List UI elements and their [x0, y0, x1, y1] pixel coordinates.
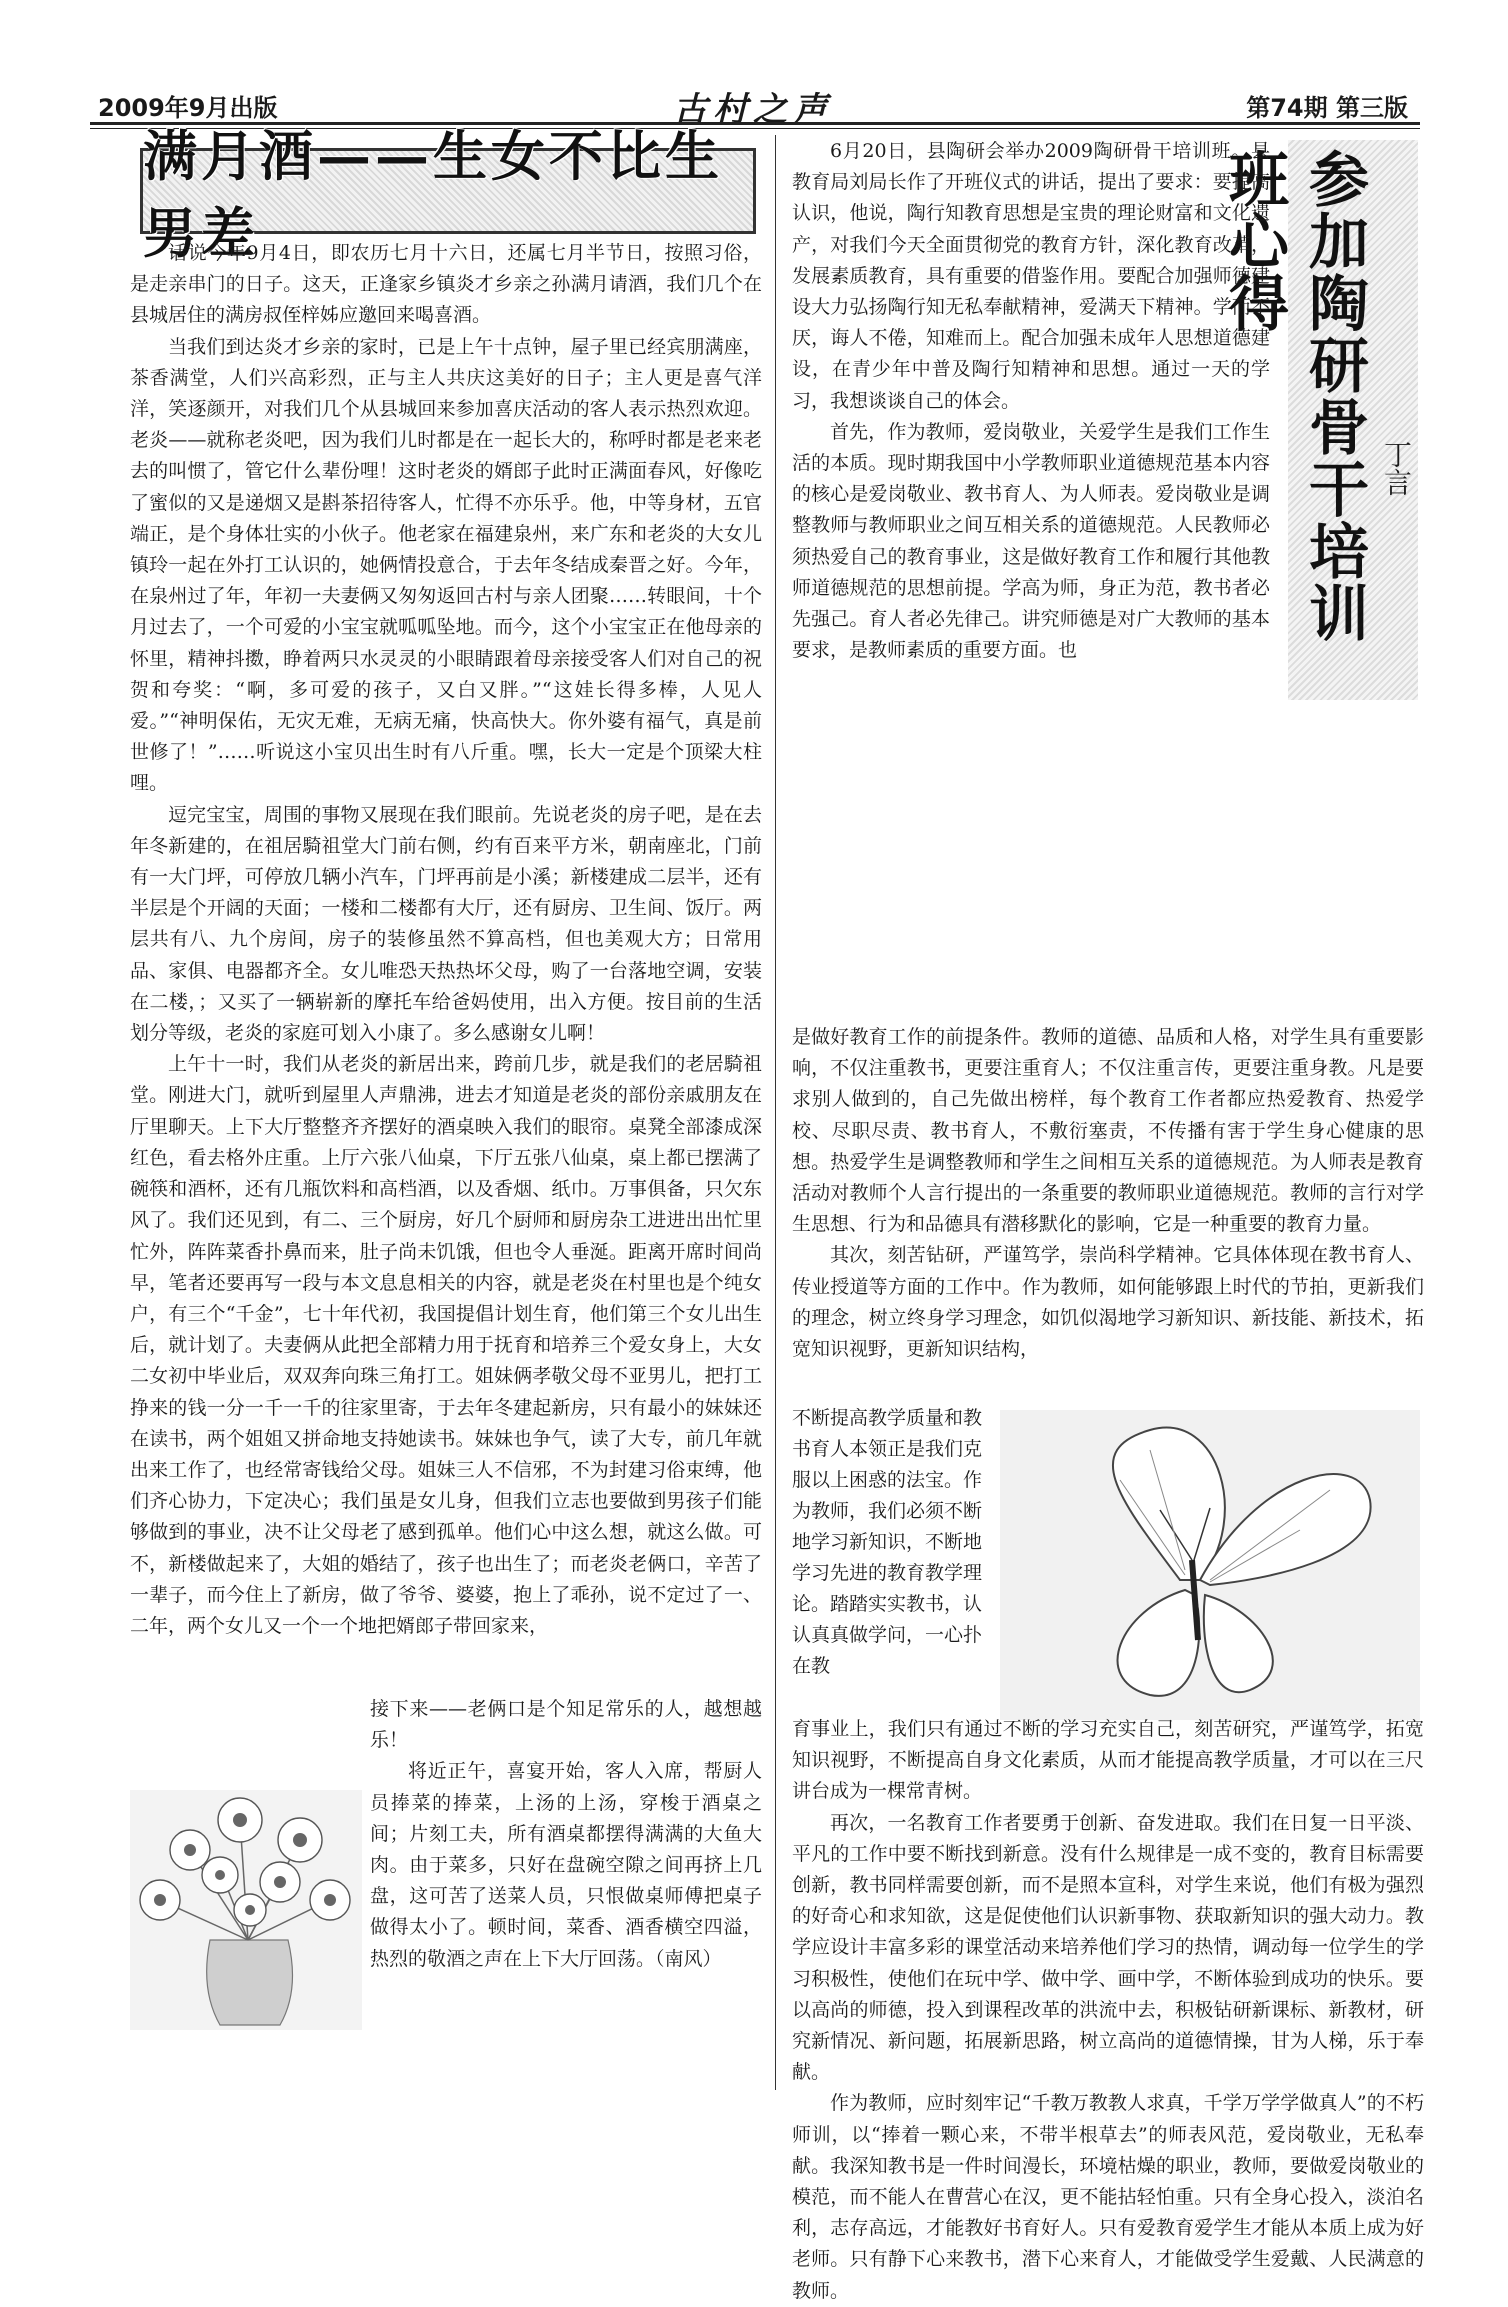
- paragraph: 首先，作为教师，爱岗敬业，关爱学生是我们工作生活的本质。现时期我国中小学教师职业道德规范基本内容的核心是爱岗敬业、教书育人、为人师表。爱岗敬业是调整教师与教师职业之间互相关系的道德规范。人民教师必须热爱自己的教育事业，这是做好教育工作和履行其他教师道德规范的思想前提。学高为师，身正为范，教书者必先强己。育人者必先律己。讲究师德是对广大教师的基本要求，是教师素质的重要方面。也: [792, 420, 1270, 662]
- article2-body-top: [792, 136, 1270, 666]
- column-divider: [775, 135, 776, 2090]
- article2-body-bottom: [792, 1714, 1424, 2307]
- paragraph: 不断提高教学质量和教书育人本领正是我们克服以上困惑的法宝。作为教师，我们必须不断地学习新知识，不断地学习先进的教育教学理论。踏踏实实教书，认认真真做学问，一心扑在教: [792, 1407, 983, 1677]
- newspaper-name: 古村之声: [673, 90, 833, 130]
- article1-title: 满月酒——生女不比生男差: [143, 124, 723, 265]
- article2-title-box: [1219, 140, 1418, 700]
- paragraph: 其次，刻苦钻研，严谨笃学，崇尚科学精神。它具体体现在教书育人、传业授道等方面的工作中。作为教师，如何能够跟上时代的节拍，更新我们的理念，树立终身学习理念，如饥似渴地学习新知识、新技能、新技术，拓宽知识视野，更新知识结构，: [792, 1244, 1424, 1361]
- publish-date: 2009年9月出版: [98, 94, 278, 122]
- paragraph: 6月20日，县陶研会举办2009陶研骨干培训班。县教育局刘局长作了开班仪式的讲话，提出了要求：要提高认识，他说，陶行知教育思想是宝贵的理论财富和文化遗产，对我们今天全面贯彻党的教育方针，深化教育改革，发展素质教育，具有重要的借鉴作用。要配合加强师德建设大力弘扬陶行知无私奉献精神，爱满天下精神。学而不厌，诲人不倦，知难而上。配合加强未成年人思想道德建设，在青少年中普及陶行知精神和思想。通过一天的学习，我想谈谈自己的体会。: [792, 140, 1270, 412]
- paragraph: 将近正午，喜宴开始，客人入席，帮厨人员捧菜的捧菜，上汤的上汤，穿梭于酒桌之间；片刻工夫，所有酒桌都摆得满满的大鱼大肉。由于菜多，只好在盘碗空隙之间再挤上几盘，这可苦了送菜人员，只恨做桌师傅把桌子做得太小了。顿时间，菜香、酒香横空四溢，热烈的敬酒之声在上下大厅回荡。（南风）: [370, 1760, 762, 1970]
- article2-body-mid: [792, 1022, 1424, 1365]
- paragraph: 是做好教育工作的前提条件。教师的道德、品质和人格，对学生具有重要影响，不仅注重教书，更要注重育人；不仅注重言传，更要注重身教。凡是要求别人做到的，自己先做出榜样，每个教育工作者都应热爱教育、热爱学校、尽职尽责、教书育人，不敷衍塞责，不传播有害于学生身心健康的思想。热爱学生是调整教师和学生之间相互关系的道德规范。为人师表是教育活动对教师个人言行提出的一条重要的教师职业道德规范。教师的言行对学生思想、行为和品德具有潜移默化的影响，它是一种重要的教育力量。: [792, 1026, 1424, 1236]
- paragraph: 当我们到达炎才乡亲的家时，已是上午十点钟，屋子里已经宾朋满座，茶香满堂，人们兴高彩烈，正与主人共庆这美好的日子；主人更是喜气洋洋，笑逐颜开，对我们几个从县城回来参加喜庆活动的客人表示热烈欢迎。老炎——就称老炎吧，因为我们儿时都是在一起长大的，称呼时都是老来老去的叫惯了，管它什么辈份哩！这时老炎的婿郎子此时正满面春风，好像吃了蜜似的又是递烟又是斟茶招待客人，忙得不亦乐乎。他，中等身材，五官端正，是个身体壮实的小伙子。他老家在福建泉州，来广东和老炎的大女儿镇玲一起在外打工认识的，她俩情投意合，于去年冬结成秦晋之好。今年，在泉州过了年，年初一夫妻俩又匆匆返回古村与亲人团聚……转眼间，十个月过去了，一个可爱的小宝宝就呱呱坠地。而今，这个小宝宝正在他母亲的怀里，精神抖擞，睁着两只水灵灵的小眼睛跟着母亲接受客人们对自己的祝贺和夸奖：“啊，多可爱的孩子，又白又胖。”“这娃长得多棒，人见人爱。”“神明保佑，无灾无难，无病无痛，快高快大。你外婆有福气，真是前世修了！”……听说这小宝贝出生时有八斤重。嘿，长大一定是个顶梁大柱哩。: [130, 335, 762, 795]
- flower-vase-image: [130, 1790, 362, 2030]
- article1-body: [130, 238, 762, 1642]
- paragraph: 话说今年9月4日，即农历七月十六日，还属七月半节日，按照习俗，是走亲串门的日子。这天，正逢家乡镇炎才乡亲之孙满月请酒，我们几个在县城居住的满房叔侄梓姊应邀回来喝喜酒。: [130, 242, 762, 327]
- paragraph: 逗完宝宝，周围的事物又展现在我们眼前。先说老炎的房子吧，是在去年冬新建的，在祖居騎祖堂大门前右侧，约有百来平方米，朝南座北，门前有一大门坪，可停放几辆小汽车，门坪再前是小溪；新楼建成二层半，还有半层是个开阔的天面；一楼和二楼都有大厅，还有厨房、卫生间、饭厅。两层共有八、九个房间，房子的装修虽然不算高档，但也美观大方；日常用品、家俱、电器都齐全。女儿唯恐天热热坏父母，购了一台落地空调，安装在二楼，；又买了一辆崭新的摩托车给爸妈使用，出入方便。按目前的生活划分等级，老炎的家庭可划入小康了。多么感谢女儿啊！: [130, 803, 762, 1045]
- article1-title-box: [140, 124, 756, 265]
- issue-number: 第74期 第三版: [1246, 94, 1408, 122]
- paragraph: 接下来——老俩口是个知足常乐的人，越想越乐！: [370, 1698, 762, 1752]
- paragraph: 育事业上，我们只有通过不断的学习充实自己，刻苦研究，严谨笃学，拓宽知识视野，不断提高自身文化素质，从而才能提高教学质量，才可以在三尺讲台成为一棵常青树。: [792, 1718, 1424, 1803]
- paragraph: 上午十一时，我们从老炎的新居出来，跨前几步，就是我们的老居騎祖堂。刚进大门，就听到屋里人声鼎沸，进去才知道是老炎的部份亲戚朋友在厅里聊天。上下大厅整整齐齐摆好的酒桌映入我们的眼帘。桌凳全部漆成深红色，看去格外庄重。上厅六张八仙桌，下厅五张八仙桌，桌上都已摆满了碗筷和酒杯，还有几瓶饮料和高档酒，以及香烟、纸巾。万事俱备，只欠东风了。我们还见到，有二、三个厨房，好几个厨师和厨房杂工进进出出忙里忙外，阵阵菜香扑鼻而来，肚子尚未饥饿，但也令人垂涎。距离开席时间尚早，笔者还要再写一段与本文息息相关的内容，就是老炎在村里也是个纯女户，有三个“千金”，七十年代初，我国提倡计划生育，他们第三个女儿出生后，就计划了。夫妻俩从此把全部精力用于抚育和培养三个爱女身上，大女二女初中毕业后，双双奔向珠三角打工。姐妹俩孝敬父母不亚男儿，把打工挣来的钱一分一千一千的往家里寄，于去年冬建起新房，只有最小的妹妹还在读书，两个姐姐又拼命地支持她读书。妹妹也争气，读了大专，前几年就出来工作了，也经常寄钱给父母。姐妹三人不信邪，不为封建习俗束缚，他们齐心协力，下定决心；我们虽是女儿身，但我们立志也要做到男孩子们能够做到的事业，决不让父母老了感到孤单。他们心中这么想，就这么做。可不，新楼做起来了，大姐的婚结了，孩子也出生了；而老炎老俩口，辛苦了一辈子，而今住上了新房，做了爷爷、婆婆，抱上了乖孙，说不定过了一、二年，两个女儿又一个一个地把婿郎子带回家来，: [130, 1053, 762, 1637]
- article1-tail: [370, 1694, 762, 1975]
- butterfly-image: [1000, 1410, 1420, 1720]
- paragraph: 作为教师，应时刻牢记“千教万教教人求真，千学万学学做真人”的不朽师训，以“捧着一颗心来，不带半根草去”的师表风范，爱岗敬业，无私奉献。我深知教书是一件时间漫长，环境枯燥的职业，教师，要做爱岗敬业的模范，而不能人在曹营心在汉，更不能拈轻怕重。只有全身心投入，淡泊名利，志存高远，才能教好书育好人。只有爱教育爱学生才能从本质上成为好老师。只有静下心来教书，潜下心来育人，才能做受学生爱戴、人民满意的教师。: [792, 2092, 1424, 2302]
- article2-author: 丁言: [1380, 440, 1413, 496]
- article2-title: 参加陶研骨干培训班心得: [1219, 148, 1369, 644]
- article2-body-beside-image: [792, 1403, 982, 1682]
- paragraph: 再次，一名教育工作者要勇于创新、奋发进取。我们在日复一日平淡、平凡的工作中要不断找到新意。没有什么规律是一成不变的，教育目标需要创新，教书同样需要创新，而不是照本宣科，对学生来说，他们有极为强烈的好奇心和求知欲，这是促使他们认识新事物、获取新知识的强大动力。教学应设计丰富多彩的课堂活动来培养他们学习的热情，调动每一位学生的学习积极性，使他们在玩中学、做中学、画中学，不断体验到成功的快乐。要以高尚的师德，投入到课程改革的洪流中去，积极钻研新课标、新教材，研究新情况、新问题，拓展新思路，树立高尚的道德情操，甘为人梯，乐于奉献。: [792, 1811, 1424, 2084]
